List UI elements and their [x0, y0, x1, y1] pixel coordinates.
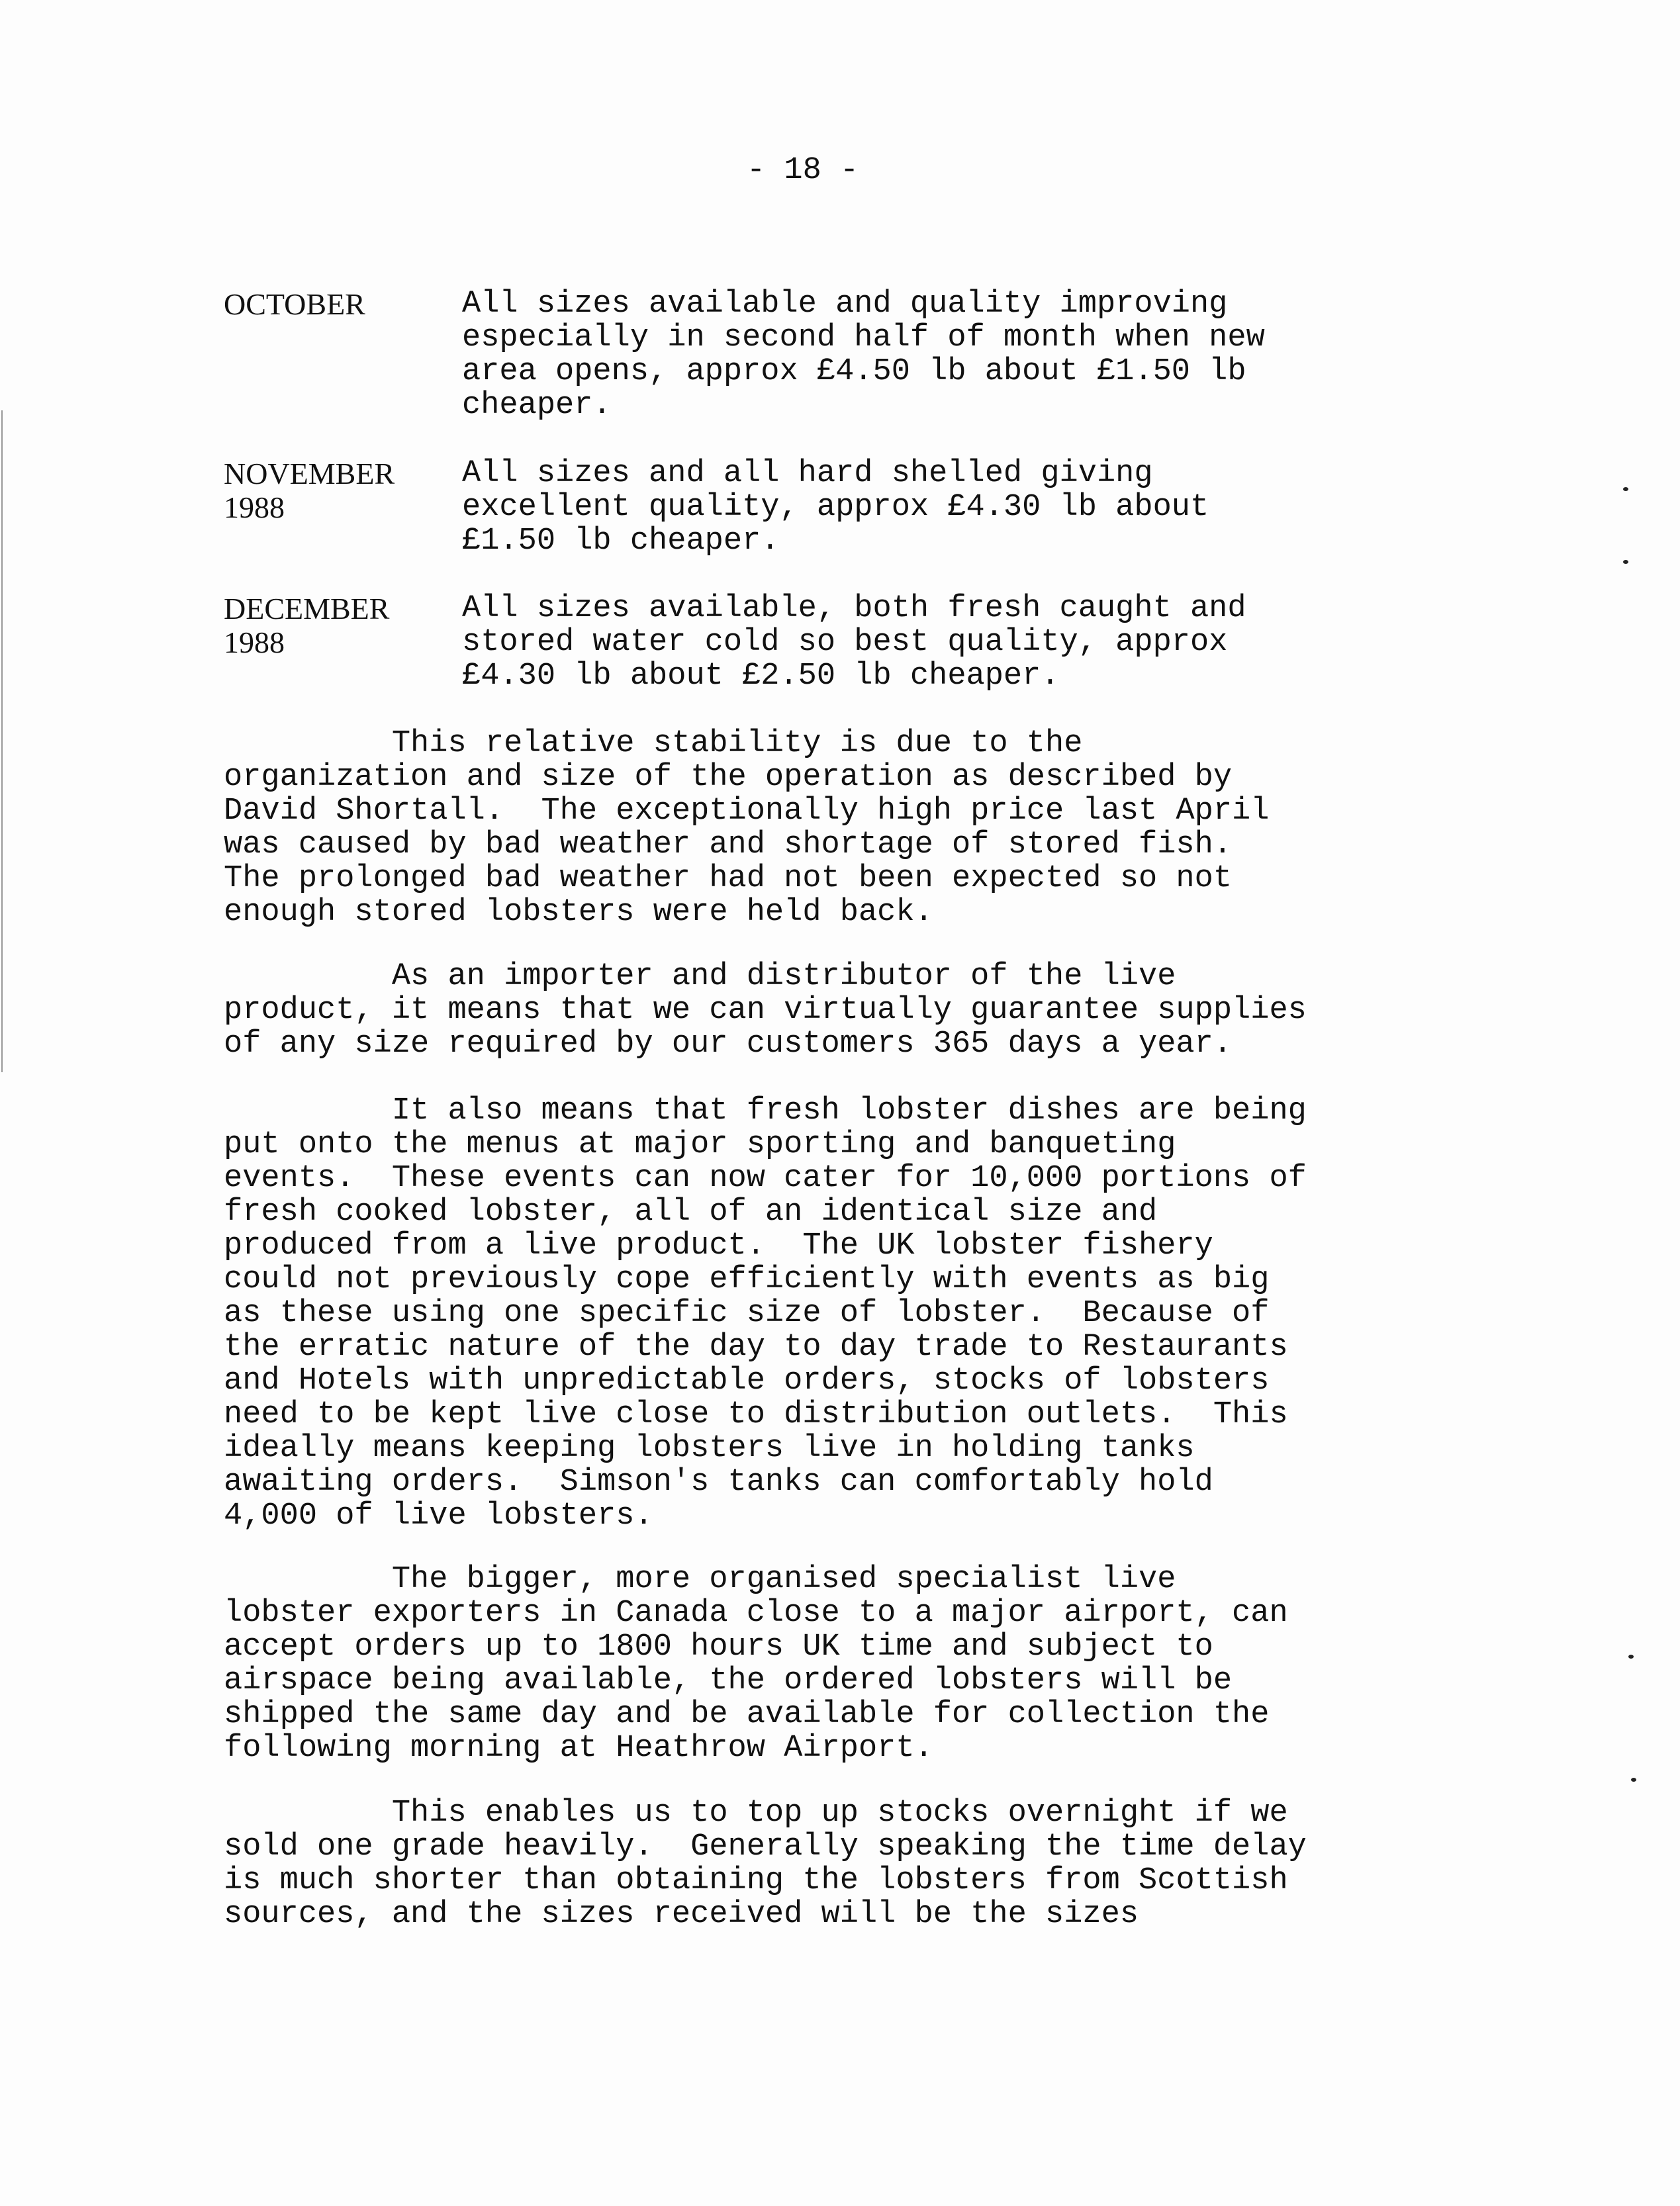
- entry-line: All sizes available and quality improving: [462, 287, 1228, 322]
- entry-line: £4.30 lb about £2.50 lb cheaper.: [462, 659, 1060, 694]
- entry-line: All sizes and all hard shelled giving: [462, 456, 1153, 491]
- entry-line: cheaper.: [462, 388, 612, 423]
- entry-line: area opens, approx £4.50 lb about £1.50 lb: [462, 354, 1246, 389]
- entry-line: £1.50 lb cheaper.: [462, 524, 780, 559]
- scan-speck: [1631, 1778, 1636, 1782]
- entry-month: OCTOBER: [224, 287, 365, 321]
- entry-text: [462, 457, 1455, 558]
- scan-speck: [1628, 1655, 1634, 1659]
- entry-line: excellent quality, approx £4.30 lb about: [462, 490, 1209, 525]
- body-paragraph: As an importer and distributor of the live product, it means that we can virtually guarantee supplies of any size required by our customers 365 days a year.: [224, 959, 1307, 1062]
- entry-month: DECEMBER 1988: [224, 592, 390, 659]
- body-paragraph: The bigger, more organised specialist live lobster exporters in Canada close to a major airport, can accept orders up to 1800 hours UK time and subject to airspace being available, the ordered lobsters will be shipped the same day and be available for collection the following morning at Heathrow Airport.: [224, 1562, 1288, 1766]
- body-paragraph: This relative stability is due to the organization and size of the operation as described by David Shortall. The exceptionally high price last April was caused by bad weather and shortage of stored fish. The prolonged bad weather had not been expected so not enough stored lobsters were held back.: [224, 726, 1270, 930]
- body-paragraph: This enables us to top up stocks overnight if we sold one grade heavily. Generally speaking the time delay is much shorter than obtaining the lobsters from Scottish sources, and the sizes received will be the sizes: [224, 1796, 1307, 1932]
- entry-text: [462, 287, 1455, 422]
- scan-speck: [1623, 487, 1628, 491]
- scan-edge-line: [1, 410, 3, 1072]
- entry-text: [462, 592, 1455, 693]
- entry-line: All sizes available, both fresh caught and: [462, 591, 1246, 626]
- entry-month: NOVEMBER 1988: [224, 457, 395, 524]
- scan-speck: [1623, 560, 1628, 564]
- entry-line: stored water cold so best quality, approx: [462, 625, 1228, 660]
- page-number: - 18 -: [747, 153, 859, 188]
- entry-line: especially in second half of month when new: [462, 320, 1265, 355]
- body-paragraph: It also means that fresh lobster dishes are being put onto the menus at major sporting and banqueting events. These events can now cater for 10,000 portions of fresh cooked lobster, all of an identical size and produced from a live product. The UK lobster fishery could not previously cope efficiently with events as big as these using one specific size of lobster. Because of the erratic nature of the day to day trade to Restaurants and Hotels with unpredictable orders, stocks of lobsters need to be kept live close to distribution outlets. This ideally means keeping lobsters live in holding tanks awaiting orders. Simson's tanks can comfortably hold 4,000 of live lobsters.: [224, 1093, 1307, 1534]
